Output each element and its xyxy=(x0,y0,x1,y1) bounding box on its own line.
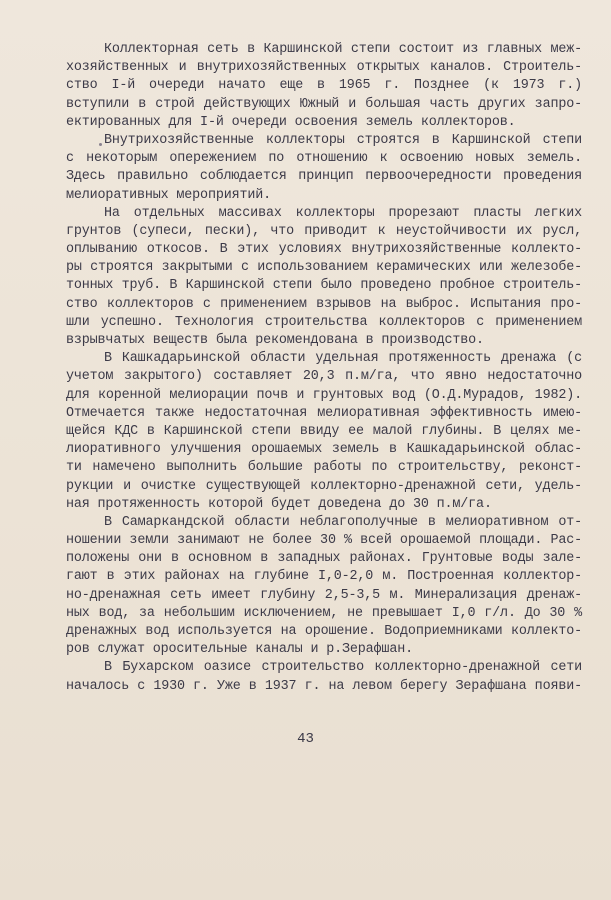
text-line: взрывчатых веществ была рекомендована в производство. xyxy=(66,333,484,348)
text-line: лиоративного улучшения орошаемых земель в Кашкадарьинской облас- xyxy=(66,442,582,458)
text-line: На отдельных массивах коллекторы прорезают пласты легких xyxy=(104,205,582,221)
text-line: но-дренажная сеть имеет глубину 2,5-3,5 м. Минерализация дренаж- xyxy=(66,587,582,603)
text-line: ектированных для I-й очереди освоения земель коллекторов. xyxy=(66,114,516,130)
text-line: ство I-й очереди начато еще в 1965 г. Позднее (к 1973 г.) xyxy=(66,78,582,94)
text-line: шли успешно. Технология строительства коллекторов с применением xyxy=(66,314,582,330)
text-line: Здесь правильно соблюдается принцип первоочередности проведения xyxy=(66,169,582,185)
text-line: грунтов (супеси, пески), что приводит к неустойчивости их русл, xyxy=(66,223,582,239)
text-line: оплыванию откосов. В этих условиях внутрихозяйственные коллекто- xyxy=(66,242,582,258)
paragraph-6 xyxy=(66,659,582,695)
text-line: учетом закрытого) составляет 20,3 п.м/га, что явно недостаточно xyxy=(66,369,582,385)
body-text xyxy=(66,41,582,696)
text-line: В Кашкадарьинской области удельная протяженность дренажа (с xyxy=(104,351,582,367)
text-line: Коллекторная сеть в Каршинской степи состоит из главных меж- xyxy=(104,42,582,57)
text-line: дренажных вод используется на орошение. Водоприемниками коллекто- xyxy=(66,624,582,639)
text-line: вступили в строй действующих Южный и большая часть других запро- xyxy=(66,96,582,112)
paragraph-4 xyxy=(66,350,582,514)
text-line: ных вод, за небольшим исключением, не превышает I,0 г/л. До 30 % xyxy=(66,605,582,621)
text-line: ров служат оросительные каналы и р.Зерафшан. xyxy=(66,642,413,658)
text-line: началось с 1930 г. Уже в 1937 г. на левом берегу Зерафшана появи- xyxy=(66,678,582,694)
text-line: рукции и очистке существующей коллекторно-дренажной сети, удель- xyxy=(66,478,582,494)
text-line: Внутрихозяйственные коллекторы строятся в Каршинской степи xyxy=(104,132,582,148)
text-line: положены они в основном в западных районах. Грунтовые воды зале- xyxy=(66,551,582,567)
text-line: тонных труб. В Каршинской степи было проведено пробное строитель- xyxy=(66,278,582,294)
page-number: 43 xyxy=(297,731,314,747)
text-line: щейся КДС в Каршинской степи ввиду ее малой глубины. В целях ме- xyxy=(66,423,582,439)
text-line: ношении земли занимают не более 30 % всей орошаемой площади. Рас- xyxy=(66,533,582,549)
text-line: хозяйственных и внутрихозяйственных открытых каналов. Строитель- xyxy=(66,60,582,76)
text-line: ная протяженность которой будет доведена до 30 п.м/га. xyxy=(66,496,492,512)
text-line: с некоторым опережением по отношению к освоению новых земель. xyxy=(66,151,582,167)
paragraph-5 xyxy=(66,514,582,660)
text-line: мелиоративных мероприятий. xyxy=(66,187,272,203)
text-line: В Бухарском оазисе строительство коллекторно-дренажной сети xyxy=(104,660,582,676)
text-line: для коренной мелиорации почв и грунтовых вод (О.Д.Мурадов, 1982). xyxy=(66,387,582,403)
text-line: ры строятся закрытыми с использованием керамических или железобе- xyxy=(66,260,582,276)
text-line: ство коллекторов с применением взрывов на выброс. Испытания про- xyxy=(66,296,582,312)
text-line: гают в этих районах на глубине I,0-2,0 м. Построенная коллектор- xyxy=(66,569,582,585)
paragraph-2 xyxy=(66,132,582,205)
text-line: Отмечается также недостаточная мелиоративная эффективность имею- xyxy=(66,405,582,421)
text-line: ти намечено выполнить большие работы по строительству, реконст- xyxy=(66,460,582,476)
paragraph-3 xyxy=(66,205,582,351)
text-line: В Самаркандской области неблагополучные в мелиоративном от- xyxy=(104,514,582,530)
paragraph-1 xyxy=(66,41,582,132)
